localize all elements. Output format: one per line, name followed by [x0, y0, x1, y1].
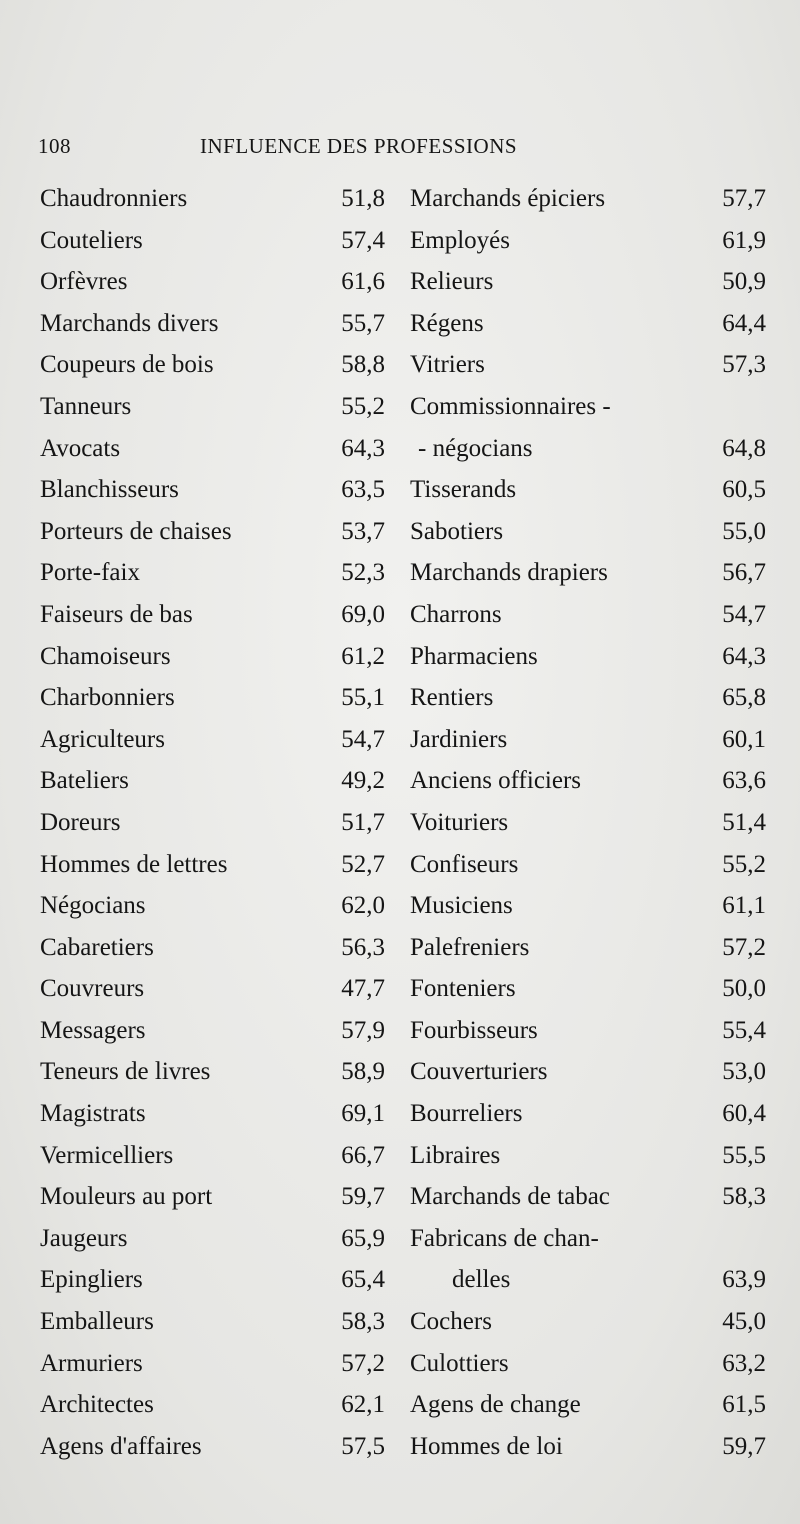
mean-age-value: 57,2	[341, 1349, 385, 1377]
profession-name: Couverturiers	[410, 1058, 548, 1086]
profession-name: Négocians	[40, 892, 146, 920]
mean-age-value: 54,7	[341, 725, 385, 753]
profession-name: Agens d'affaires	[40, 1432, 202, 1460]
mean-age-value: 66,7	[341, 1141, 385, 1169]
mean-age-value: 61,6	[341, 268, 385, 296]
table-row	[410, 1301, 766, 1343]
profession-name: Chamoiseurs	[40, 642, 171, 670]
profession-name: Charrons	[410, 600, 502, 628]
profession-name: Rentiers	[410, 684, 494, 712]
profession-name: Couvreurs	[40, 975, 145, 1003]
profession-name: Anciens officiers	[410, 767, 582, 795]
profession-name: Epingliers	[40, 1266, 143, 1294]
mean-age-value: 57,9	[341, 1016, 385, 1044]
mean-age-value: 57,2	[722, 933, 766, 961]
mean-age-value: 65,9	[341, 1224, 385, 1252]
mean-age-value: 57,7	[722, 185, 766, 212]
profession-name: Employés	[410, 226, 510, 254]
mean-age-value: 65,4	[341, 1266, 385, 1294]
profession-name: Armuriers	[40, 1349, 143, 1377]
profession-name: Marchands divers	[40, 309, 219, 337]
table-row	[40, 1051, 385, 1093]
profession-name: Pharmaciens	[410, 642, 538, 670]
table-row	[410, 552, 766, 594]
mean-age-value: 56,3	[341, 933, 385, 961]
profession-name: Blanchisseurs	[40, 476, 179, 504]
table-row	[40, 885, 385, 927]
profession-name: - négocians	[418, 434, 533, 462]
table-row	[40, 552, 385, 594]
table-row	[40, 303, 385, 345]
profession-name: Hommes de loi	[410, 1432, 563, 1460]
table-row	[40, 1176, 385, 1218]
table-row	[40, 428, 385, 470]
table-row	[410, 261, 766, 303]
profession-name: Porte-faix	[40, 559, 140, 587]
table-row	[410, 1010, 766, 1052]
mean-age-value: 51,4	[722, 808, 766, 836]
table-row	[40, 927, 385, 969]
mean-age-value: 50,9	[722, 268, 766, 296]
running-title: INFLUENCE DES PROFESSIONS	[200, 134, 518, 158]
profession-name: Mouleurs au port	[40, 1183, 213, 1211]
mean-age-value: 58,3	[722, 1183, 766, 1211]
table-row	[410, 968, 766, 1010]
table-row	[410, 511, 766, 553]
mean-age-value: 55,2	[722, 850, 766, 878]
mean-age-value: 53,0	[722, 1058, 766, 1086]
profession-name: Orfèvres	[40, 268, 128, 296]
mean-age-value: 57,3	[722, 351, 766, 379]
mean-age-value: 63,5	[341, 476, 385, 504]
table-row	[40, 1259, 385, 1301]
table-row	[40, 1301, 385, 1343]
profession-name: Avocats	[40, 434, 121, 462]
profession-name: Porteurs de chaises	[40, 517, 232, 545]
mean-age-value: 61,2	[341, 642, 385, 670]
table-row	[410, 1176, 766, 1218]
profession-name: Confiseurs	[410, 850, 519, 878]
mean-age-value: 58,8	[341, 351, 385, 379]
profession-name: Bourreliers	[410, 1100, 523, 1128]
profession-name: Cabaretiers	[40, 933, 154, 961]
page-number: 108	[38, 134, 71, 158]
mean-age-value: 63,9	[722, 1266, 766, 1294]
table-row	[40, 344, 385, 386]
profession-name: Charbonniers	[40, 684, 175, 712]
table-row	[410, 344, 766, 386]
mean-age-value: 64,4	[722, 309, 766, 337]
profession-name: Tisserands	[410, 476, 517, 504]
profession-name: Couteliers	[40, 226, 143, 254]
mean-age-value: 69,1	[341, 1100, 385, 1128]
table-row	[410, 1384, 766, 1426]
profession-name: Voituriers	[410, 808, 509, 836]
table-row	[40, 968, 385, 1010]
mean-age-value: 61,9	[722, 226, 766, 254]
table-row	[410, 428, 766, 470]
mean-age-value: 56,7	[722, 559, 766, 587]
table-row	[40, 220, 385, 262]
mean-age-value: 55,5	[722, 1141, 766, 1169]
mean-age-value: 51,7	[341, 808, 385, 836]
mean-age-value: 59,7	[722, 1432, 766, 1460]
mean-age-value: 55,4	[722, 1016, 766, 1044]
table-row	[40, 1135, 385, 1177]
mean-age-value: 52,3	[341, 559, 385, 587]
profession-name: Jaugeurs	[40, 1224, 128, 1252]
mean-age-value: 57,4	[341, 226, 385, 254]
mean-age-value: 62,0	[341, 892, 385, 920]
table-row	[40, 386, 385, 428]
mean-age-value: 58,3	[341, 1308, 385, 1336]
profession-name: Teneurs de livres	[40, 1058, 211, 1086]
table-row	[410, 303, 766, 345]
table-row	[40, 594, 385, 636]
mean-age-value: 61,1	[722, 892, 766, 920]
mean-age-value: 55,1	[341, 684, 385, 712]
mean-age-value: 55,2	[341, 392, 385, 420]
table-row	[40, 719, 385, 761]
table-row	[410, 885, 766, 927]
mean-age-value: 64,8	[722, 434, 766, 462]
table-row	[40, 261, 385, 303]
table-row	[410, 760, 766, 802]
profession-name: Régens	[410, 309, 484, 337]
mean-age-value: 47,7	[341, 975, 385, 1003]
table-row	[40, 1010, 385, 1052]
profession-name: Relieurs	[410, 268, 494, 296]
table-row	[410, 677, 766, 719]
table-row	[410, 1051, 766, 1093]
table-row	[40, 1343, 385, 1385]
table-row	[410, 220, 766, 262]
mean-age-value: 61,5	[722, 1391, 766, 1419]
table-row	[410, 594, 766, 636]
mean-age-value: 64,3	[722, 642, 766, 670]
table-row	[40, 178, 385, 220]
profession-name: Vermicelliers	[40, 1141, 174, 1169]
table-row	[410, 719, 766, 761]
profession-name: Musiciens	[410, 892, 513, 920]
left-column	[40, 178, 385, 1467]
profession-name: Doreurs	[40, 808, 121, 836]
table-row	[410, 1135, 766, 1177]
table-row	[40, 760, 385, 802]
profession-name: Fourbisseurs	[410, 1016, 538, 1044]
mean-age-value: 59,7	[341, 1183, 385, 1211]
mean-age-value: 65,8	[722, 684, 766, 712]
mean-age-value: 55,7	[341, 309, 385, 337]
table-row	[410, 927, 766, 969]
mean-age-value: 60,5	[722, 476, 766, 504]
profession-name: Culottiers	[410, 1349, 509, 1377]
profession-name: Sabotiers	[410, 517, 504, 545]
profession-name: Jardiniers	[410, 725, 508, 753]
table-row	[40, 636, 385, 678]
profession-name: Commissionnaires -	[410, 392, 611, 420]
table-row	[410, 636, 766, 678]
table-row	[40, 469, 385, 511]
table-row	[40, 1218, 385, 1260]
profession-name: Fabricans de chan-	[410, 1224, 599, 1252]
mean-age-value: 64,3	[341, 434, 385, 462]
table-row	[410, 1259, 766, 1301]
profession-name: Faiseurs de bas	[40, 600, 193, 628]
mean-age-value: 62,1	[341, 1391, 385, 1419]
profession-name: Fonteniers	[410, 975, 516, 1003]
mean-age-value: 58,9	[341, 1058, 385, 1086]
mean-age-value: 57,5	[341, 1432, 385, 1460]
profession-name: Marchands drapiers	[410, 559, 608, 587]
mean-age-value: 60,1	[722, 725, 766, 753]
mean-age-value: 55,0	[722, 517, 766, 545]
profession-name: Libraires	[410, 1141, 501, 1169]
profession-name: Magistrats	[40, 1100, 146, 1128]
profession-name: Hommes de lettres	[40, 850, 228, 878]
mean-age-value: 63,2	[722, 1349, 766, 1377]
table-row	[410, 386, 766, 428]
profession-name: Cochers	[410, 1308, 492, 1336]
mean-age-value: 52,7	[341, 850, 385, 878]
mean-age-value: 69,0	[341, 600, 385, 628]
table-row	[410, 178, 766, 220]
profession-name: Agens de change	[410, 1391, 581, 1419]
mean-age-value: 53,7	[341, 517, 385, 545]
mean-age-value: 51,8	[341, 185, 385, 212]
profession-name: Messagers	[40, 1016, 146, 1044]
table-row	[410, 469, 766, 511]
profession-name: Marchands épiciers	[410, 185, 606, 212]
right-column	[410, 178, 766, 1467]
table-row	[410, 1343, 766, 1385]
profession-name: Architectes	[40, 1391, 154, 1419]
profession-name: Palefreniers	[410, 933, 530, 961]
mean-age-value: 50,0	[722, 975, 766, 1003]
table-row	[40, 1093, 385, 1135]
table-row	[410, 802, 766, 844]
profession-name: Chaudronniers	[40, 185, 188, 212]
profession-name: Vitriers	[410, 351, 485, 379]
table-row	[40, 677, 385, 719]
mean-age-value: 45,0	[722, 1308, 766, 1336]
profession-name: Marchands de tabac	[410, 1183, 610, 1211]
profession-name: Agriculteurs	[40, 725, 165, 753]
table-row	[410, 1218, 766, 1260]
mean-age-value: 60,4	[722, 1100, 766, 1128]
table-row	[410, 1093, 766, 1135]
profession-name: delles	[452, 1266, 511, 1294]
profession-name: Emballeurs	[40, 1308, 154, 1336]
table-row	[40, 844, 385, 886]
mean-age-value: 63,6	[722, 767, 766, 795]
profession-name: Coupeurs de bois	[40, 351, 214, 379]
table-row	[40, 511, 385, 553]
table-row	[410, 844, 766, 886]
profession-name: Bateliers	[40, 767, 129, 795]
table-row	[410, 1426, 766, 1468]
mean-age-value: 49,2	[341, 767, 385, 795]
table-row	[40, 1426, 385, 1468]
mean-age-value: 54,7	[722, 600, 766, 628]
table-row	[40, 1384, 385, 1426]
table-row	[40, 802, 385, 844]
profession-name: Tanneurs	[40, 392, 132, 420]
